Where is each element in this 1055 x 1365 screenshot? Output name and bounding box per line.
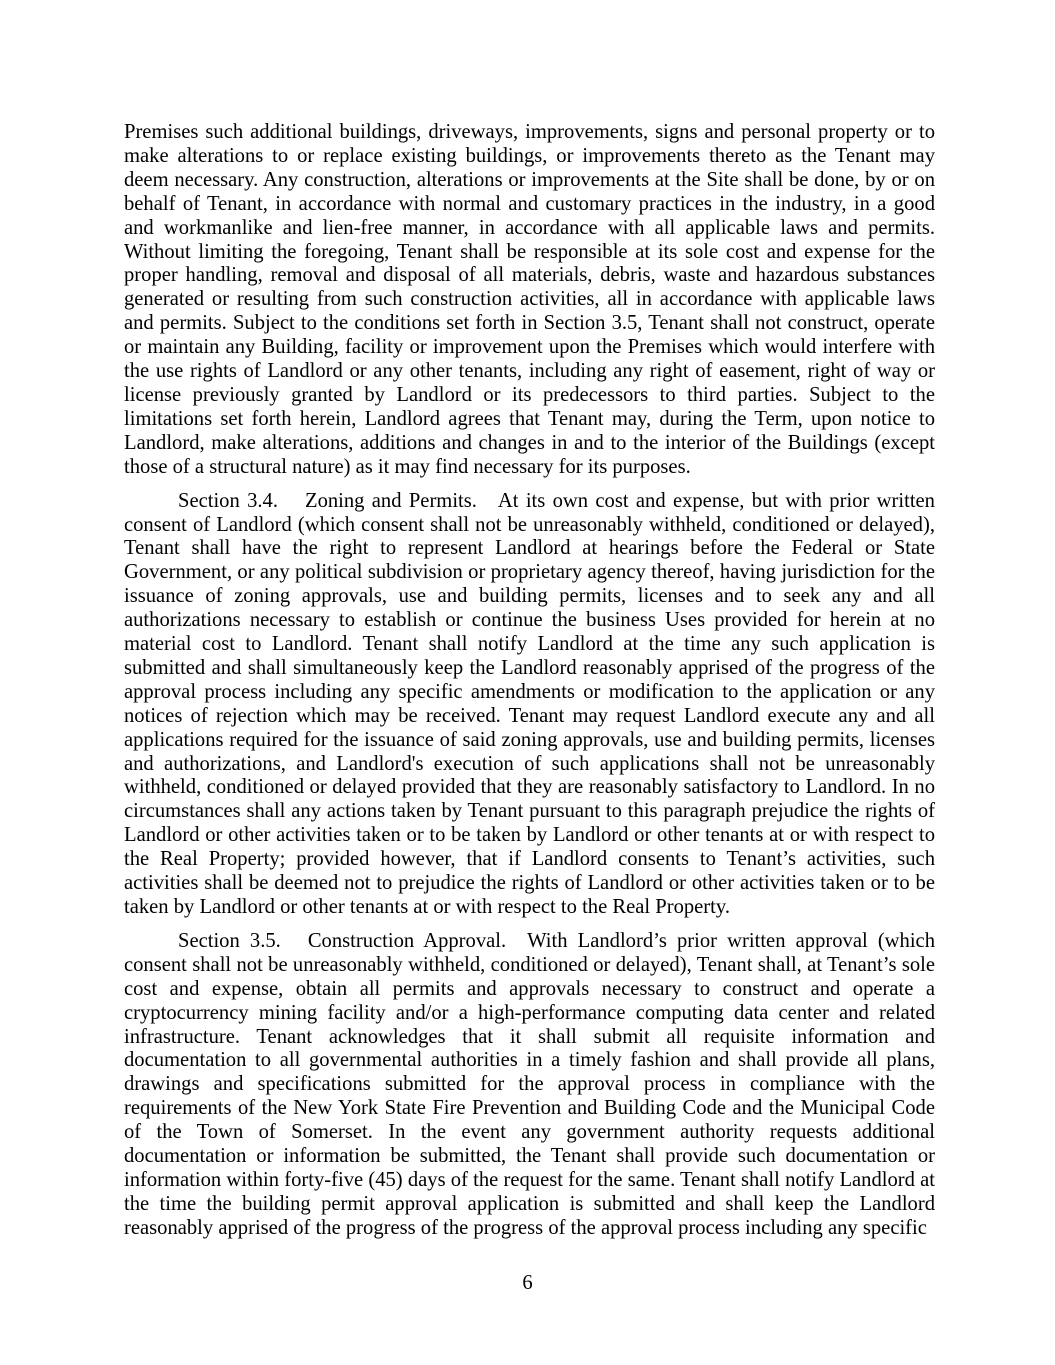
section-3-5-label: Section 3.5. bbox=[178, 929, 281, 952]
paragraph-section-3-5 bbox=[124, 930, 935, 1241]
section-3-4-title: Zoning and Permits. bbox=[304, 489, 477, 512]
section-3-5-title: Construction Approval. bbox=[307, 929, 507, 952]
paragraph-continuation: Premises such additional buildings, driveways, improvements, signs and personal property or to make alterations to or replace existing buildings, or improvements thereto as the Tenant may deem necessary. Any construction, alterations or improvements at the Site shall be done, by or on behalf of Tenant, in accordance with normal and customary practices in the industry, in a good and workmanlike and lien-free manner, in accordance with all applicable laws and permits. Without limiting the foregoing, Tenant shall be responsible at its sole cost and expense for the proper handling, removal and disposal of all materials, debris, waste and hazardous substances generated or resulting from such construction activities, all in accordance with applicable laws and permits. Subject to the conditions set forth in Section 3.5, Tenant shall not construct, operate or maintain any Building, facility or improvement upon the Premises which would interfere with the use rights of Landlord or any other tenants, including any right of easement, right of way or license previously granted by Landlord or its predecessors to third parties. Subject to the limitations set forth herein, Landlord agrees that Tenant may, during the Term, upon notice to Landlord, make alterations, additions and changes in and to the interior of the Buildings (except those of a structural nature) as it may find necessary for its purposes. bbox=[124, 121, 935, 478]
paragraph-section-3-4 bbox=[124, 490, 935, 920]
page-number: 6 bbox=[522, 1272, 533, 1294]
section-3-4-label: Section 3.4. bbox=[178, 489, 278, 512]
section-3-5-text: With Landlord’s prior written approval (which consent shall not be unreasonably withheld, conditioned or delayed), Tenant shall, at Tenant’s sole cost and expense, obtain all permits and approvals necessary to construct and operate a cryptocurrency mining facility and/or a high-performance computing data center and related infrastructure. Tenant acknowledges that it shall submit all requisite information and documentation to all governmental authorities in a timely fashion and shall provide all plans, drawings and specifications submitted for the approval process in compliance with the requirements of the New York State Fire Prevention and Building Code and the Municipal Code of the Town of Somerset. In the event any government authority requests additional documentation or information be submitted, the Tenant shall provide such documentation or information within forty-five (45) days of the request for the same. Tenant shall notify Landlord at the time the building permit approval application is submitted and shall keep the Landlord reasonably apprised of the progress of the progress of the approval process including any specific bbox=[124, 929, 935, 1239]
section-3-4-text: At its own cost and expense, but with prior written consent of Landlord (which consent shall not be unreasonably withheld, conditioned or delayed), Tenant shall have the right to represent Landlord at hearings before the Federal or State Government, or any political subdivision or proprietary agency thereof, having jurisdiction for the issuance of zoning approvals, use and building permits, licenses and to seek any and all authorizations necessary to establish or continue the business Uses provided for herein at no material cost to Landlord. Tenant shall notify Landlord at the time any such application is submitted and shall simultaneously keep the Landlord reasonably apprised of the progress of the approval process including any specific amendments or modification to the application or any notices of rejection which may be received. Tenant may request Landlord execute any and all applications required for the issuance of said zoning approvals, use and building permits, licenses and authorizations, and Landlord's execution of such applications shall not be unreasonably withheld, conditioned or delayed provided that they are reasonably satisfactory to Landlord. In no circumstances shall any actions taken by Tenant pursuant to this paragraph prejudice the rights of Landlord or other activities taken or to be taken by Landlord or other tenants at or with respect to the Real Property; provided however, that if Landlord consents to Tenant’s activities, such activities shall be deemed not to prejudice the rights of Landlord or other activities taken or to be taken by Landlord or other tenants at or with respect to the Real Property. bbox=[124, 489, 935, 918]
document-body bbox=[124, 121, 935, 1241]
